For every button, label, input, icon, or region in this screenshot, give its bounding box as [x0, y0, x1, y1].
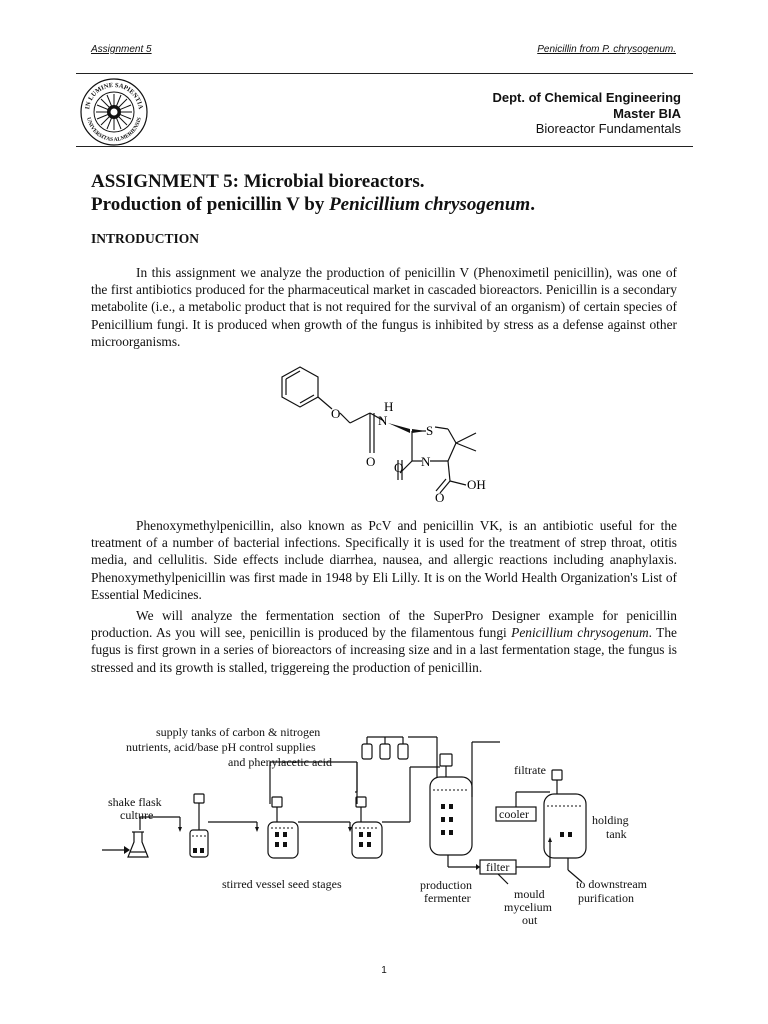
- subtitle-prefix: Production of penicillin V by: [91, 194, 330, 215]
- label-holding: holding: [592, 813, 629, 827]
- paragraph-3-species: Penicillium chrysogenum: [511, 625, 649, 641]
- supply-tank-1: [362, 744, 372, 759]
- label-culture: culture: [120, 808, 154, 822]
- assignment-subtitle: [91, 194, 535, 216]
- label-supply-line2: nutrients, acid/base pH control supplies: [126, 740, 316, 754]
- penicillin-process-flow-diagram: [100, 722, 680, 934]
- production-fermenter: [430, 777, 472, 855]
- label-filter: filter: [486, 860, 510, 874]
- university-seal-logo: [80, 78, 148, 146]
- atom-n-ring: N: [421, 454, 431, 469]
- atom-o-lactam: O: [394, 460, 404, 475]
- label-mould: mould: [514, 887, 545, 901]
- label-cooler: cooler: [499, 807, 529, 821]
- atom-h: H: [384, 399, 394, 414]
- label-out: out: [522, 913, 538, 927]
- header-bottom-rule: [76, 146, 693, 147]
- paragraph-3-start: We will analyze the fermentation section of the SuperPro Designer example for penicillin production. As you will see, penicillin is produced by the filamentous fungi: [91, 608, 677, 641]
- label-to-downstream: to downstream: [576, 877, 647, 891]
- label-supply-line1: supply tanks of carbon & nitrogen: [156, 725, 321, 739]
- intro-paragraph-3: [91, 607, 677, 676]
- seed-vessel-3: [352, 822, 382, 858]
- supply-tank-2: [380, 744, 390, 759]
- label-shake-flask: shake flask: [108, 795, 162, 809]
- label-purification: purification: [578, 891, 634, 905]
- department-name: Dept. of Chemical Engineering: [492, 90, 681, 105]
- label-supply-line3: and phenylacetic acid: [228, 755, 332, 769]
- label-production: production: [420, 878, 472, 892]
- label-fermenter: fermenter: [424, 891, 471, 905]
- atom-o-ether: O: [331, 406, 341, 421]
- section-heading-introduction: INTRODUCTION: [91, 231, 200, 246]
- supply-tank-3: [398, 744, 408, 759]
- atom-oh: OH: [467, 477, 486, 492]
- label-mycelium: mycelium: [504, 900, 552, 914]
- seed-vessel-1: [190, 830, 208, 857]
- intro-paragraph-2: Phenoxymethylpenicillin, also known as PcV and penicillin VK, is an antibiotic useful for the treatment of a number of bacterial infections. Specifically it is used for the treatment of strep throat, otitis media, and cellulitis. Side effects include diarrhea, nausea, and allergic reactions including anaphylaxis. Phenoxymethylpenicillin was first made in 1948 by Eli Lilly. It is on the World Health Organization's List of Essential Medicines.: [91, 518, 677, 602]
- label-tank: tank: [606, 827, 627, 841]
- atom-o-amide: O: [366, 454, 376, 469]
- paragraph-3-end: . The fugus is first grown in a series of bioreactors of increasing size and in a last fermentation stage, the fungus is stressed and its growth is stalled, triggereing the production of penicillin.: [91, 625, 677, 675]
- subtitle-suffix: .: [530, 194, 535, 215]
- header-top-rule: [76, 73, 693, 74]
- label-seed-stages: stirred vessel seed stages: [222, 877, 342, 891]
- page-number: 1: [381, 965, 387, 976]
- intro-paragraph-1: In this assignment we analyze the production of penicillin V (Phenoximetil penicillin), was one of the first antibiotics produced for the pharmaceutical market in cascaded bioreactors. Penicillin is a secondary metabolite (i.e., a metabolic product that is not required for the survival of an organism) of certain species of Penicillium fungi. It is produced when growth of the fungus is inhibited by stress as a defense against other microorganisms.: [91, 265, 677, 349]
- seal-text-bottom: UNIVERSITAS ALMERIENSIS: [85, 116, 143, 144]
- subtitle-species: Penicillium chrysogenum: [329, 194, 531, 215]
- course-name: Bioreactor Fundamentals: [535, 121, 681, 136]
- atom-o-acid: O: [435, 490, 445, 505]
- master-program: Master BIA: [613, 106, 681, 121]
- label-filtrate: filtrate: [514, 763, 546, 777]
- running-header-right: Penicillin from P. chrysogenum.: [537, 44, 676, 55]
- running-header-left: Assignment 5: [91, 44, 152, 55]
- seal-text-top: IN LUMINE SAPIENTIA: [84, 81, 144, 110]
- atom-s: S: [426, 423, 434, 438]
- penicillin-v-structure-diagram: [270, 365, 500, 505]
- assignment-title: ASSIGNMENT 5: Microbial bioreactors.: [91, 171, 425, 192]
- seed-vessel-2: [268, 822, 298, 858]
- atom-n-amide: N: [378, 413, 388, 428]
